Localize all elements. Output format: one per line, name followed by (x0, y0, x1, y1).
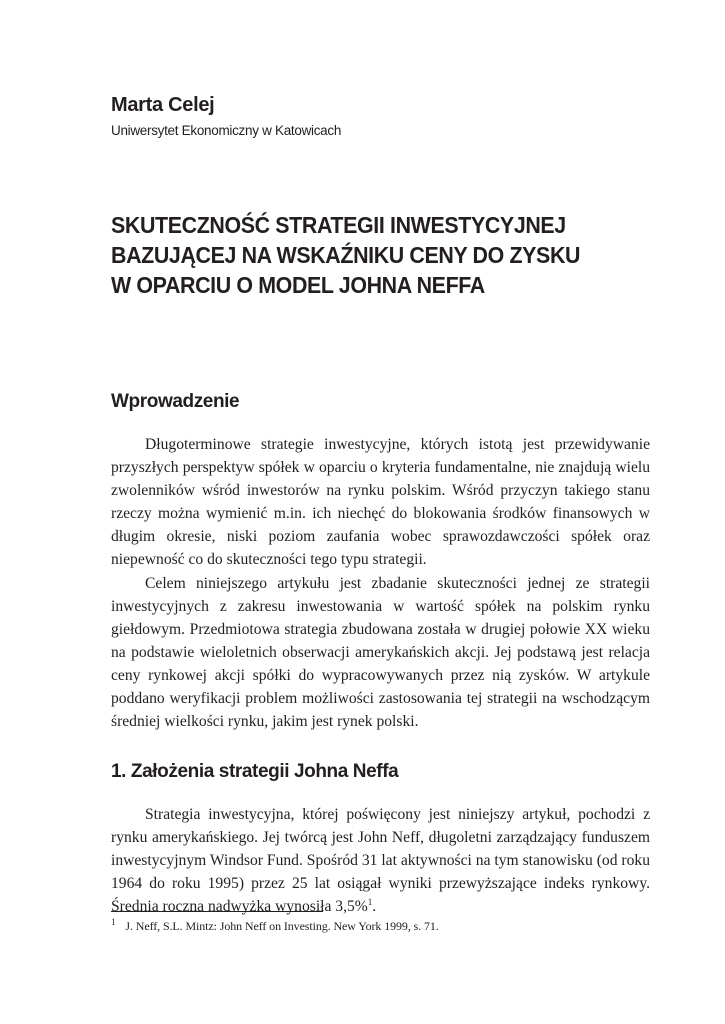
footnote-number: 1 (111, 917, 116, 927)
author-name: Marta Celej (111, 94, 215, 116)
paragraph: Długoterminowe strategie inwestycyjne, których istotą jest przewidywanie przyszłych perspektyw spółek w oparciu o kryteria fundamentalne, nie znajdują wielu zwolenników wśród inwestorów na rynku polskim. Wśród przyczyn takiego stanu rzeczy można wymienić m.in. ich niechęć do blokowania środków finansowych w długim okresie, niski poziom zaufania wobec sprawozdawczości spółek oraz niepewność co do skuteczności tego typu strategii. (111, 436, 650, 569)
footnote (111, 917, 439, 934)
title-line: SKUTECZNOŚĆ STRATEGII INWESTYCYJNEJ (111, 212, 566, 238)
footnote-divider (111, 911, 323, 912)
section1-body (111, 803, 650, 918)
article-title (111, 210, 651, 300)
title-line: W OPARCIU O MODEL JOHNA NEFFA (111, 272, 485, 298)
footnote-text: J. Neff, S.L. Mintz: John Neff on Investing. New York 1999, s. 71. (125, 919, 439, 933)
paragraph: Celem niniejszego artykułu jest zbadanie skuteczności jednej ze strategii inwestycyjnych z zakresu inwestowania w wartość spółek na polskim rynku giełdowym. Przedmiotowa strategia zbudowana została w drugiej połowie XX wieku na podstawie wieloletnich obserwacji amerykańskich akcji. Jej podstawą jest relacja ceny rynkowej akcji spółki do wypracowywanych przez nią zysków. W artykule poddano weryfikacji problem możliwości zastosowania tej strategii na wschodzącym średniej wielkości rynku, jakim jest rynek polski. (111, 574, 650, 731)
paragraph-text: Strategia inwestycyjna, której poświęcony jest niniejszy artykuł, pochodzi z rynku amerykańskiego. Jej twórcą jest John Neff, długoletni zarządzający funduszem inwestycyjnym Windsor Fund. Spośród 31 lat aktywności na tym stanowisku (od roku 1964 do roku 1995) przez 25 lat osiągał wyniki przewyższające indeks rynkowy. Średnia roczna nadwyżka wynosiła 3,5% (111, 806, 650, 916)
author-affiliation: Uniwersytet Ekonomiczny w Katowicach (111, 123, 342, 138)
section-heading-1: 1. Założenia strategii Johna Neffa (111, 761, 399, 782)
intro-body (111, 433, 650, 733)
title-line: BAZUJĄCEJ NA WSKAŹNIKU CENY DO ZYSKU (111, 242, 581, 268)
paragraph: Strategia inwestycyjna, której poświęcony jest niniejszy artykuł, pochodzi z rynku amerykańskiego. Jej twórcą jest John Neff, długoletni zarządzający funduszem inwestycyjnym Windsor Fund. Spośród 31 lat aktywności na tym stanowisku (od roku 1964 do roku 1995) przez 25 lat osiągał wyniki przewyższające indeks rynkowy. Średnia roczna nadwyżka wynosiła 3,5%$^1$. (111, 806, 650, 916)
footnote-reference[interactable]: 1 (367, 897, 373, 908)
section-heading-intro: Wprowadzenie (111, 391, 240, 412)
